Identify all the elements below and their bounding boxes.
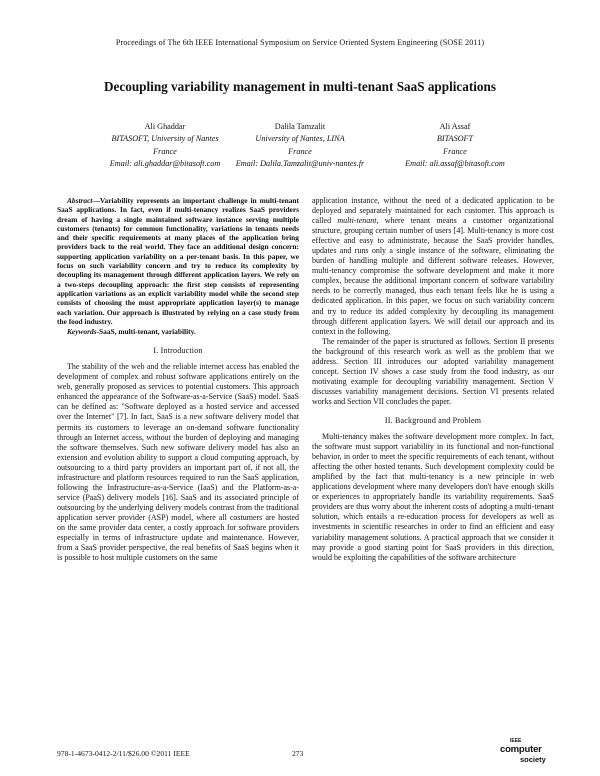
author-country: France bbox=[288, 146, 312, 156]
right-column bbox=[312, 196, 554, 563]
background-paragraph: Multi-tenancy makes the software development more complex. In fact, the software must support variability in its functional and non-functional behavior, in order to meet the specific requirements of each tenant, without affecting the other hosted tenants. Such development complexity could be amplified by the fact that multi-tenancy is a new principle in web applications development where many developers don't have enough skills or experiences to appropriately handle its variability requirements. SaaS providers are thus worry about the inherent costs of adopting a multi-tenant solution, which entails a re-education process for developers as well as investments in scientific researches in order to find an efficient and easy variability management solutions. A practical approach that we consider it may provide a good starting point for SaaS providers in this direction, would be exploiting the capabilities of the software architecture bbox=[312, 432, 554, 562]
author-name: Dalila Tamzalit bbox=[274, 122, 326, 131]
author-affiliation: BITASOFT bbox=[436, 134, 474, 144]
intro-paragraph-continued bbox=[312, 196, 554, 337]
abstract-text: —Variability represents an important challenge in multi-tenant SaaS applications. In fact, even if multi-tenancy realizes SaaS providers dream of having a single maintained software instance serving multiple customers (tenants) for common functionality, variations in tenants needs and their specific requirements at many places of the application bring providers back to the real world. They face an additional design concern: supporting application variability on a per-tenant basis. In this paper, we focus on such variability concern and try to reduce its complexity by decoupling its management through different application layers. We rely on a two-steps decoupling approach: the first step consists of representing application variations as an explicit variability model while the second step consists of choosing the must appropriate application layer(s) to manage each variation. Our approach is illustrated by relying on a case study from the food industry. bbox=[57, 196, 299, 326]
section-heading-background: II. Background and Problem bbox=[384, 415, 482, 425]
author-name: Ali Assaf bbox=[439, 122, 471, 131]
paragraph-text: , where tenant means a customer organizational structure, grouping certain number of users [4]. Multi-tenancy is more cost effective and easy to administrate, because the SaaS provider handles, updates and runs only a single instance of the software, eliminating the burden of handling multiple and different software releases. However, multi-tenancy compromise the software development and make it more complex, because the additional important concern of software variability needs to be correctly managed, thus each tenant feels like he is using a dedicated application. In this paper, we focus on such variability concern and try to reduce its added complexity by decoupling its management through different application layers. We will detail our approach and its context in the following. bbox=[312, 216, 554, 336]
author-block-2 bbox=[230, 121, 370, 171]
author-country: France bbox=[153, 146, 177, 156]
section-heading-introduction: I. Introduction bbox=[153, 346, 203, 356]
author-email: Email: ali.assaf@bitasoft.com bbox=[405, 159, 505, 169]
author-country: France bbox=[443, 146, 467, 156]
author-affiliation: BITASOFT, University of Nantes bbox=[111, 134, 219, 144]
intro-paragraph: The stability of the web and the reliable internet access has enabled the development of complex and robust software applications entirely on the web, generally proposed as services to potential customers. This approach enhanced the appearance of the Software-as-a-Service (SaaS) model. SaaS can be defined as: "Software deployed as a hosted service and accessed over the Internet" [7]. In fact, SaaS is a new software delivery model that permits its customers to leverage an on-demand software functionality through an Internet access, without the burden of deploying and managing the software themselves. Such new software delivery model has also an extension and evolution ability to support a cloud computing approach, by outsourcing to a third party providers an important part of, if not all, the infrastructure and platform resources required to run the SaaS application, following the Infrastructure-as-a-Service (IaaS) and the Platform-as-a-service (PaaS) delivery models [16]. SaaS and its associated principle of outsourcing by the underlying delivery models contrast from the traditional application server provider (ASP) model, where all costumers are hosted on the same provider data center, a costly approach for software providers especially in terms of infrastructure update and maintenance. However, from a SaaS provider perspective, the real benefits of SaaS begins when it is possible to host multiple customers on the same bbox=[57, 362, 299, 563]
left-column bbox=[57, 196, 299, 563]
author-name: Ali Ghaddar bbox=[144, 122, 186, 131]
footer-isbn: 978-1-4673-0412-2/11/$26.00 ©2011 IEEE bbox=[57, 749, 190, 758]
keywords bbox=[57, 327, 299, 337]
keywords-text: -SaaS, multi-tenant, variability. bbox=[96, 327, 196, 337]
author-email: Email: ali.ghaddar@bitasoft.com bbox=[109, 159, 221, 169]
author-email: Email: Dalila.Tamzalit@univ-nantes.fr bbox=[235, 159, 365, 169]
paragraph-text: application instance, without the need of a dedicated application to be deployed and separately maintained for each customer. This approach is called bbox=[312, 196, 554, 226]
logo-text: society bbox=[520, 755, 546, 764]
logo-text: computer bbox=[500, 744, 542, 755]
author-block-1 bbox=[95, 121, 235, 171]
keywords-label: Keywords bbox=[67, 327, 97, 337]
structure-paragraph: The remainder of the paper is structured as follows. Section II presents the background of this research work as well as the problem that we address. Section III introduces our adopted variability management concept. Section IV shows a case study from the food industry, as our motivating example for decoupling variability management. Section V discusses variability management decisions. Section VI presents related works and Section VII concludes the paper. bbox=[312, 336, 554, 406]
abstract-label: Abstract bbox=[67, 196, 93, 205]
author-affiliation: University of Nantes, LINA bbox=[255, 134, 345, 144]
proceedings-header: Proceedings of The 6th IEEE International Symposium on Service Oriented System Engineering (SOSE 2011) bbox=[115, 38, 485, 47]
page-number: 273 bbox=[292, 749, 304, 758]
ieee-computer-society-logo bbox=[500, 738, 552, 766]
author-block-3 bbox=[385, 121, 525, 171]
paragraph-emphasis: multi-tenant bbox=[337, 216, 377, 226]
logo-text: IEEE bbox=[510, 738, 522, 744]
paper-title: Decoupling variability management in multi-tenant SaaS applications bbox=[104, 79, 496, 94]
abstract bbox=[57, 196, 299, 326]
